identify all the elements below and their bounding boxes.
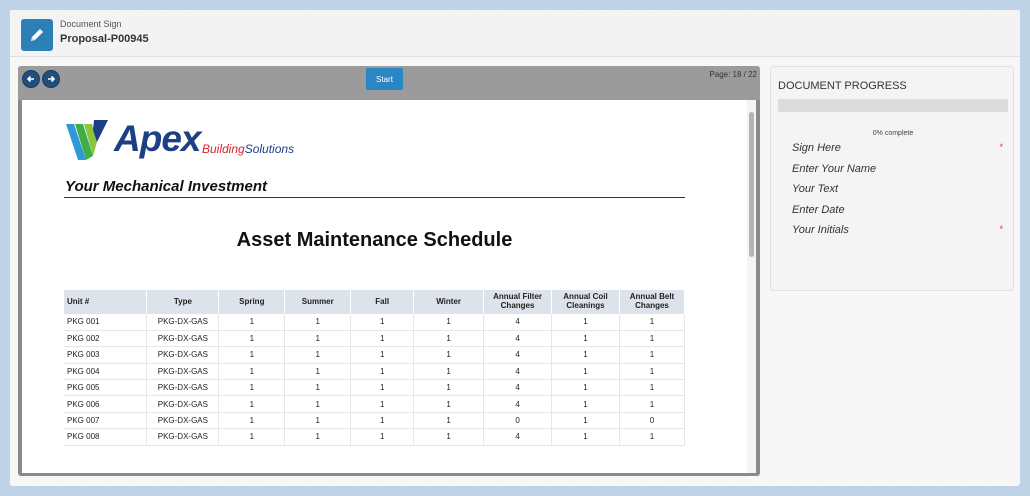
table-row [64, 363, 685, 379]
column-header: Summer [285, 290, 351, 314]
table-cell: PKG-DX-GAS [147, 380, 219, 396]
table-cell: 1 [219, 314, 285, 330]
required-marker: * [999, 142, 1003, 152]
document-viewer [18, 66, 760, 476]
table-cell: PKG 003 [64, 347, 147, 363]
column-header: Fall [351, 290, 414, 314]
document-page[interactable] [22, 100, 756, 473]
table-cell: 1 [351, 380, 414, 396]
table-row [64, 314, 685, 330]
table-row [64, 347, 685, 363]
start-button[interactable]: Start [366, 68, 403, 90]
table-cell: 0 [619, 412, 684, 428]
table-cell: 4 [484, 380, 552, 396]
field-label: Enter Your Name [792, 162, 877, 175]
logo-sub-solutions: Solutions [244, 142, 295, 156]
table-cell: 1 [619, 363, 684, 379]
table-cell: 1 [552, 347, 620, 363]
table-cell: 1 [219, 429, 285, 445]
field-item[interactable] [792, 224, 1007, 245]
field-label: Enter Date [792, 203, 845, 216]
table-cell: 1 [414, 380, 484, 396]
field-item[interactable] [792, 183, 1007, 204]
table-cell: 1 [285, 330, 351, 346]
table-cell: 1 [619, 429, 684, 445]
app-name: Document Sign [60, 19, 122, 29]
table-cell: PKG-DX-GAS [147, 347, 219, 363]
logo-subtitle [202, 142, 294, 156]
table-cell: 1 [552, 314, 620, 330]
table-row [64, 412, 685, 428]
table-cell: 1 [414, 396, 484, 412]
column-header: Annual Belt Changes [619, 290, 684, 314]
field-label: Your Initials [792, 224, 849, 236]
apex-logo [64, 118, 324, 166]
table-cell: PKG 006 [64, 396, 147, 412]
table-cell: 1 [552, 380, 620, 396]
field-label: Your Text [792, 183, 839, 195]
table-cell: PKG 005 [64, 380, 147, 396]
field-item[interactable] [792, 163, 1007, 184]
column-header: Annual Coil Cleanings [552, 290, 620, 314]
app-window [10, 10, 1020, 486]
table-cell: PKG 007 [64, 412, 147, 428]
table-cell: 1 [285, 314, 351, 330]
table-cell: 1 [619, 396, 684, 412]
document-progress-panel [770, 66, 1014, 291]
logo-sub-building: Building [202, 142, 245, 156]
column-header: Spring [219, 290, 285, 314]
table-cell: 1 [351, 412, 414, 428]
scrollbar[interactable] [747, 100, 756, 473]
table-cell: 1 [351, 429, 414, 445]
table-cell: 1 [285, 363, 351, 379]
table-cell: 1 [619, 314, 684, 330]
divider [64, 197, 685, 198]
table-cell: 4 [484, 314, 552, 330]
document-title: Proposal-P00945 [60, 33, 149, 45]
table-cell: 4 [484, 330, 552, 346]
maintenance-table [64, 290, 685, 446]
table-cell: PKG-DX-GAS [147, 314, 219, 330]
table-cell: PKG-DX-GAS [147, 363, 219, 379]
viewer-toolbar [18, 66, 760, 100]
table-cell: 1 [414, 314, 484, 330]
table-cell: 1 [219, 396, 285, 412]
table-cell: 1 [351, 396, 414, 412]
table-cell: 1 [285, 396, 351, 412]
table-cell: PKG-DX-GAS [147, 429, 219, 445]
signature-field-list [792, 142, 1007, 245]
table-cell: 1 [552, 330, 620, 346]
table-cell: 1 [219, 380, 285, 396]
column-header: Winter [414, 290, 484, 314]
table-cell: 1 [619, 380, 684, 396]
tagline: Your Mechanical Investment [65, 178, 268, 195]
schedule-title: Asset Maintenance Schedule [236, 229, 513, 251]
app-header [10, 10, 1020, 57]
table-cell: PKG 008 [64, 429, 147, 445]
field-item[interactable] [792, 204, 1007, 225]
table-cell: 1 [414, 347, 484, 363]
table-cell: 1 [285, 412, 351, 428]
prev-page-button[interactable] [22, 70, 40, 88]
table-cell: 1 [552, 396, 620, 412]
next-page-button[interactable] [42, 70, 60, 88]
table-cell: 1 [552, 363, 620, 379]
table-cell: 1 [219, 330, 285, 346]
table-cell: 1 [285, 347, 351, 363]
arrow-right-icon [46, 74, 56, 84]
table-cell: 4 [484, 347, 552, 363]
column-header: Annual Filter Changes [484, 290, 552, 314]
table-cell: 1 [351, 363, 414, 379]
table-cell: PKG 002 [64, 330, 147, 346]
field-label: Sign Here [792, 142, 841, 154]
table-cell: 1 [351, 314, 414, 330]
table-row [64, 330, 685, 346]
logo-wordmark: Apex [114, 118, 201, 159]
table-cell: PKG-DX-GAS [147, 396, 219, 412]
required-marker: * [999, 224, 1003, 234]
scrollbar-thumb[interactable] [749, 112, 754, 257]
table-cell: 4 [484, 429, 552, 445]
table-cell: PKG-DX-GAS [147, 412, 219, 428]
table-cell: 4 [484, 396, 552, 412]
table-cell: 1 [414, 429, 484, 445]
field-item[interactable] [792, 142, 1007, 163]
table-cell: 1 [219, 363, 285, 379]
table-cell: 1 [219, 412, 285, 428]
column-header: Unit # [64, 290, 147, 314]
logo-stripes-icon [64, 118, 112, 166]
table-cell: 1 [285, 380, 351, 396]
table-row [64, 429, 685, 445]
table-cell: 1 [219, 347, 285, 363]
table-cell: 1 [285, 429, 351, 445]
table-cell: PKG-DX-GAS [147, 330, 219, 346]
column-header: Type [147, 290, 219, 314]
table-cell: 1 [619, 347, 684, 363]
table-row [64, 396, 685, 412]
table-cell: PKG 004 [64, 363, 147, 379]
table-cell: 1 [351, 330, 414, 346]
progress-percent: 0% complete [872, 130, 914, 137]
table-cell: 1 [414, 330, 484, 346]
table-cell: 1 [619, 330, 684, 346]
table-cell: 0 [484, 412, 552, 428]
table-row [64, 380, 685, 396]
table-cell: PKG 001 [64, 314, 147, 330]
table-cell: 1 [552, 412, 620, 428]
progress-title: DOCUMENT PROGRESS [778, 80, 907, 92]
table-header-row [64, 290, 685, 314]
pen-icon [21, 19, 53, 51]
progress-bar [778, 99, 1008, 112]
table-cell: 1 [414, 363, 484, 379]
page-indicator: Page: 18 / 22 [709, 70, 757, 79]
arrow-left-icon [26, 74, 36, 84]
table-cell: 1 [414, 412, 484, 428]
table-cell: 4 [484, 363, 552, 379]
table-cell: 1 [351, 347, 414, 363]
table-cell: 1 [552, 429, 620, 445]
